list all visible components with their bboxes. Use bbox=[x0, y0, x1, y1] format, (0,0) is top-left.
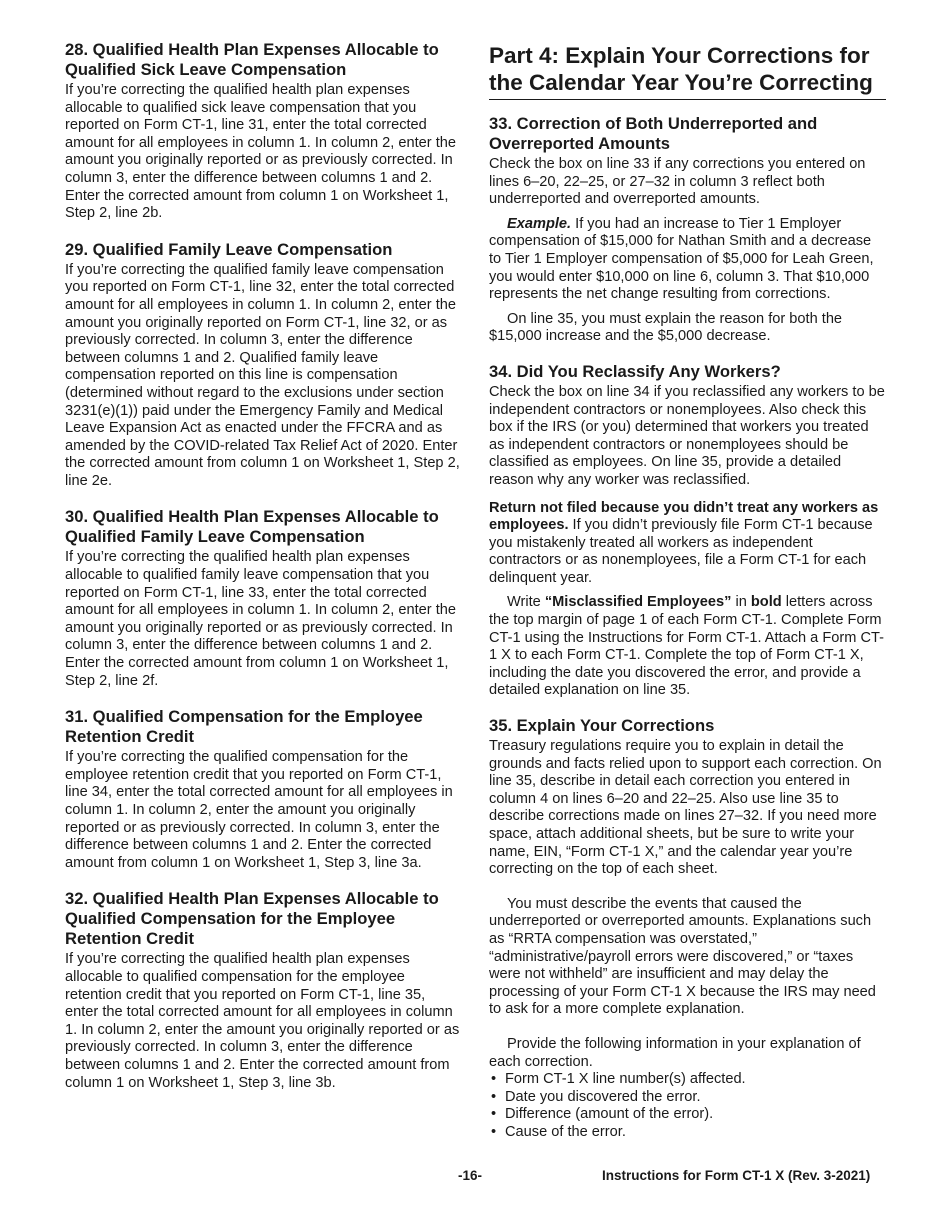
section-28-body: If you’re correcting the qualified health plan expenses allocable to qualified sick leave compensation that you reported on Form CT-1, line 31, enter the total corrected amount for all employees in column 1. In column 2, enter the amount you originally reported or as previously corrected. In column 3, enter the difference between columns 1 and 2. Enter the corrected amount from column 1 on Worksheet 1, Step 2, line 2b. bbox=[65, 82, 456, 222]
section-33-example bbox=[489, 216, 886, 304]
section-35-provide: Provide the following information in your explanation of each correction. bbox=[489, 1035, 861, 1070]
section-31-heading: 31. Qualified Compensation for the Employee Retention Credit bbox=[65, 707, 423, 747]
section-34 bbox=[489, 362, 886, 700]
section-29-heading: 29. Qualified Family Leave Compensation bbox=[65, 239, 393, 259]
write-pre: Write bbox=[507, 594, 545, 611]
section-33-body: Check the box on line 33 if any corrections you entered on lines 6–20, 22–25, or 27–32 in column 3 reflect both underreported and overreported amounts. bbox=[489, 156, 866, 208]
section-33-heading: 33. Correction of Both Underreported and Overreported Amounts bbox=[489, 114, 818, 153]
left-column bbox=[65, 40, 461, 1109]
section-33-line35-note: On line 35, you must explain the reason for both the $15,000 increase and the $5,000 decrease. bbox=[489, 310, 843, 345]
section-34-heading: 34. Did You Reclassify Any Workers? bbox=[489, 361, 781, 381]
section-34-body: Check the box on line 34 if you reclassified any workers to be independent contractors or nonemployees. Also check this box if the IRS (or you) determined that workers you treated as independent contractors or nonemployees should be classified as employees. On line 35, provide a detailed reason why any worker was reclassified. bbox=[489, 383, 885, 488]
misclassified-employees-label: “Misclassified Employees” bbox=[544, 594, 732, 611]
return-not-filed bbox=[489, 500, 886, 588]
section-28-heading: 28. Qualified Health Plan Expenses Allocable to Qualified Sick Leave Compensation bbox=[65, 40, 439, 79]
section-32-body: If you’re correcting the qualified health plan expenses allocable to qualified compensation for the employee retention credit that you reported on Form CT-1, line 35, enter the total corrected amount for all employees in column 1. In column 2, enter the amount you originally reported or as previously corrected. In column 3, enter the difference between columns 1 and 2. Enter the corrected amount from column 1 on Worksheet 1, Step 3, line 3b. bbox=[65, 951, 460, 1091]
example-label: Example. bbox=[507, 215, 572, 232]
correction-info-list bbox=[489, 1071, 886, 1141]
section-30-heading: 30. Qualified Health Plan Expenses Allocable to Qualified Family Leave Compensation bbox=[65, 507, 439, 547]
section-29 bbox=[65, 240, 461, 491]
return-not-filed-text: If you didn’t previously file Form CT-1 because you mistakenly treated all workers as independent contractors or as nonemployees, file a Form CT-1 for each delinquent year. bbox=[489, 517, 873, 586]
section-31 bbox=[65, 707, 461, 872]
section-32-heading: 32. Qualified Health Plan Expenses Allocable to Qualified Compensation for the Employee Retention Credit bbox=[65, 889, 439, 949]
form-reference: Instructions for Form CT-1 X (Rev. 3-2021) bbox=[602, 1168, 871, 1183]
section-31-body: If you’re correcting the qualified compensation for the employee retention credit that you reported on Form CT-1, line 34, enter the total corrected amount for all employees in column 1. In column 2, enter the amount you originally reported or as previously corrected. In column 3, enter the difference between columns 1 and 2. Enter the corrected amount from column 1 on Worksheet 1, Step 3, line 3a. bbox=[65, 749, 453, 871]
list-item: • Difference (amount of the error). bbox=[489, 1106, 886, 1124]
section-35 bbox=[489, 716, 886, 1141]
section-35-heading: 35. Explain Your Corrections bbox=[489, 716, 715, 736]
section-29-body: If you’re correcting the qualified family leave compensation you reported on Form CT-1, line 32, enter the total corrected amount for all employees in column 1. In column 2, enter the amount you originally reported on Form CT-1, line 32, or as previously corrected. In column 3, enter the difference between columns 1 and 2. Qualified family leave compensation reported on this line is compensation (determined without regard to the exclusions under section 3231(e)(1)) paid under the Emergency Family and Medical Leave Expansion Act as enacted under the FFCRA and as amended by the COVID-related Tax Relief Act of 2020. Enter the corrected amount from column 1 on Worksheet 1, Step 2, line 2e. bbox=[65, 261, 460, 489]
section-32 bbox=[65, 889, 461, 1092]
return-not-filed-label: Return not filed because you didn’t treat any workers as employees. bbox=[489, 499, 879, 534]
section-30 bbox=[65, 507, 461, 690]
right-column bbox=[489, 40, 886, 1142]
section-35-events: You must describe the events that caused the underreported or overreported amounts. Explanations such as “RRTA compensation was overstated,” “administrative/payroll errors were discovered,” or “taxes were not withheld” are insufficient and may delay the processing of your Form CT-1 X because the IRS may need to ask for a more complete explanation. bbox=[489, 895, 876, 1018]
part-4-title: Part 4: Explain Your Corrections for the Calendar Year You’re Correcting bbox=[489, 42, 886, 100]
misclassified-instruction bbox=[489, 594, 886, 700]
bold-word: bold bbox=[750, 594, 782, 611]
section-28 bbox=[65, 40, 461, 223]
list-item: • Date you discovered the error. bbox=[489, 1089, 886, 1107]
section-35-body: Treasury regulations require you to explain in detail the grounds and facts relied upon to support each correction. On line 35, describe in detail each correction you entered in column 4 on lines 6–20 and 22–25. Also use line 35 to describe corrections made on lines 27–32. If you need more space, attach additional sheets, but be sure to write your name, EIN, “Form CT-1 X,” and the calendar year you’re correcting on the top of each sheet. bbox=[489, 738, 882, 878]
write-post: letters across the top margin of page 1 of each Form CT-1. Complete Form CT-1 using the Instructions for Form CT-1. Attach a Form CT-1 X to each Form CT-1. Complete the top of Form CT-1 X, including the date you discovered the error, and provide a detailed explanation on line 35. bbox=[489, 594, 884, 699]
list-item: • Cause of the error. bbox=[489, 1124, 886, 1142]
list-item: • Form CT-1 X line number(s) affected. bbox=[489, 1071, 886, 1089]
section-33 bbox=[489, 114, 886, 346]
page-number: -16- bbox=[458, 1168, 483, 1183]
example-text: If you had an increase to Tier 1 Employer compensation of $15,000 for Nathan Smith and a decrease to Tier 1 Employer compensation of $5,000 for Leah Green, you would enter $10,000 on line 6, column 3. That $10,000 represents the net change resulting from corrections. bbox=[489, 215, 874, 303]
write-mid: in bbox=[731, 594, 751, 611]
section-30-body: If you’re correcting the qualified health plan expenses allocable to qualified family leave compensation that you reported on Form CT-1, line 33, enter the total corrected amount for all employees in column 1. In column 2, enter the amount you originally reported or as previously corrected. In column 3, enter the difference between columns 1 and 2. Enter the corrected amount from column 1 on Worksheet 1, Step 2, line 2f. bbox=[65, 549, 456, 689]
